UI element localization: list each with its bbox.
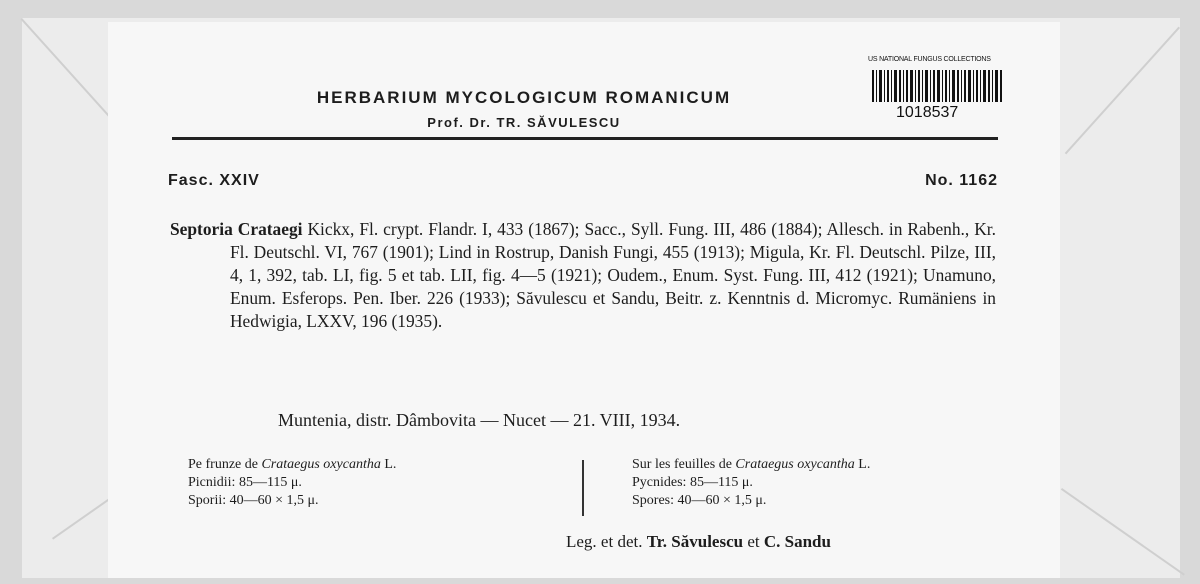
- host-author-ro: L.: [380, 457, 397, 472]
- host-prefix-fr: Sur les feuilles de: [632, 457, 736, 472]
- citation-text: Kickx, Fl. crypt. Flandr. I, 433 (1867); Sacc., Syll. Fung. III, 486 (1884); Allesch. in Rabenh., Kr. Fl. Deutschl. VI, 767 (1901); Lind in Rostrup, Danish Fungi, 455 (1913); Migula, Kr. Fl. Deutschl. Pilze, III, 4, 1, 392, tab. LI, fig. 5 et tab. LII, fig. 4—5 (1921); Oudem., Enum. Syst. Fung. III, 412 (1921); Unamuno, Enum. Esferops. Pen. Iber. 226 (1933); Săvulescu et Sandu, Beitr. z. Kenntnis d. Micromyc. Rumäniens in Hedwigia, LXXV, 196 (1935).: [230, 219, 996, 331]
- romanian-description: [188, 456, 396, 510]
- picnidii-line: Picnidii: 85—115 μ.: [188, 475, 302, 490]
- barcode-number: 1018537: [896, 104, 959, 121]
- barcode-caption: US NATIONAL FUNGUS COLLECTIONS: [868, 56, 991, 63]
- collector-conjunction: et: [743, 532, 764, 551]
- collector-prefix: Leg. et det.: [566, 532, 647, 551]
- herbarium-title: HERBARIUM MYCOLOGICUM ROMANICUM: [316, 88, 732, 107]
- collection-locality: Muntenia, distr. Dâmbovita — Nucet — 21. VIII, 1934.: [278, 410, 681, 430]
- french-description: [632, 456, 870, 510]
- barcode: [872, 70, 1004, 102]
- herbarium-subtitle: Prof. Dr. TR. SĂVULESCU: [427, 115, 621, 130]
- host-author-fr: L.: [854, 457, 871, 472]
- collector-line: [566, 532, 831, 552]
- sporii-line: Sporii: 40—60 × 1,5 μ.: [188, 493, 319, 508]
- host-line-fr: [632, 456, 870, 474]
- species-name: Septoria Crataegi: [170, 219, 303, 239]
- envelope-flap-line: [1065, 27, 1180, 155]
- spores-line: Spores: 40—60 × 1,5 μ.: [632, 493, 767, 508]
- host-prefix-ro: Pe frunze de: [188, 457, 262, 472]
- herbarium-label: [108, 22, 1060, 578]
- fascicle-label: Fasc. XXIV: [168, 172, 260, 189]
- host-name-ro: Crataegus oxycantha: [261, 457, 381, 472]
- host-line-ro: [188, 456, 396, 474]
- species-citation: [170, 218, 996, 333]
- collector-name-1: Tr. Săvulescu: [646, 532, 744, 551]
- specimen-number: No. 1162: [925, 172, 998, 189]
- host-name-fr: Crataegus oxycantha: [735, 457, 855, 472]
- collector-name-2: C. Sandu: [763, 532, 831, 551]
- column-divider: [582, 460, 584, 516]
- pycnides-line: Pycnides: 85—115 μ.: [632, 475, 753, 490]
- barcode-sticker: [866, 52, 1012, 138]
- envelope-flap-line: [1061, 488, 1185, 576]
